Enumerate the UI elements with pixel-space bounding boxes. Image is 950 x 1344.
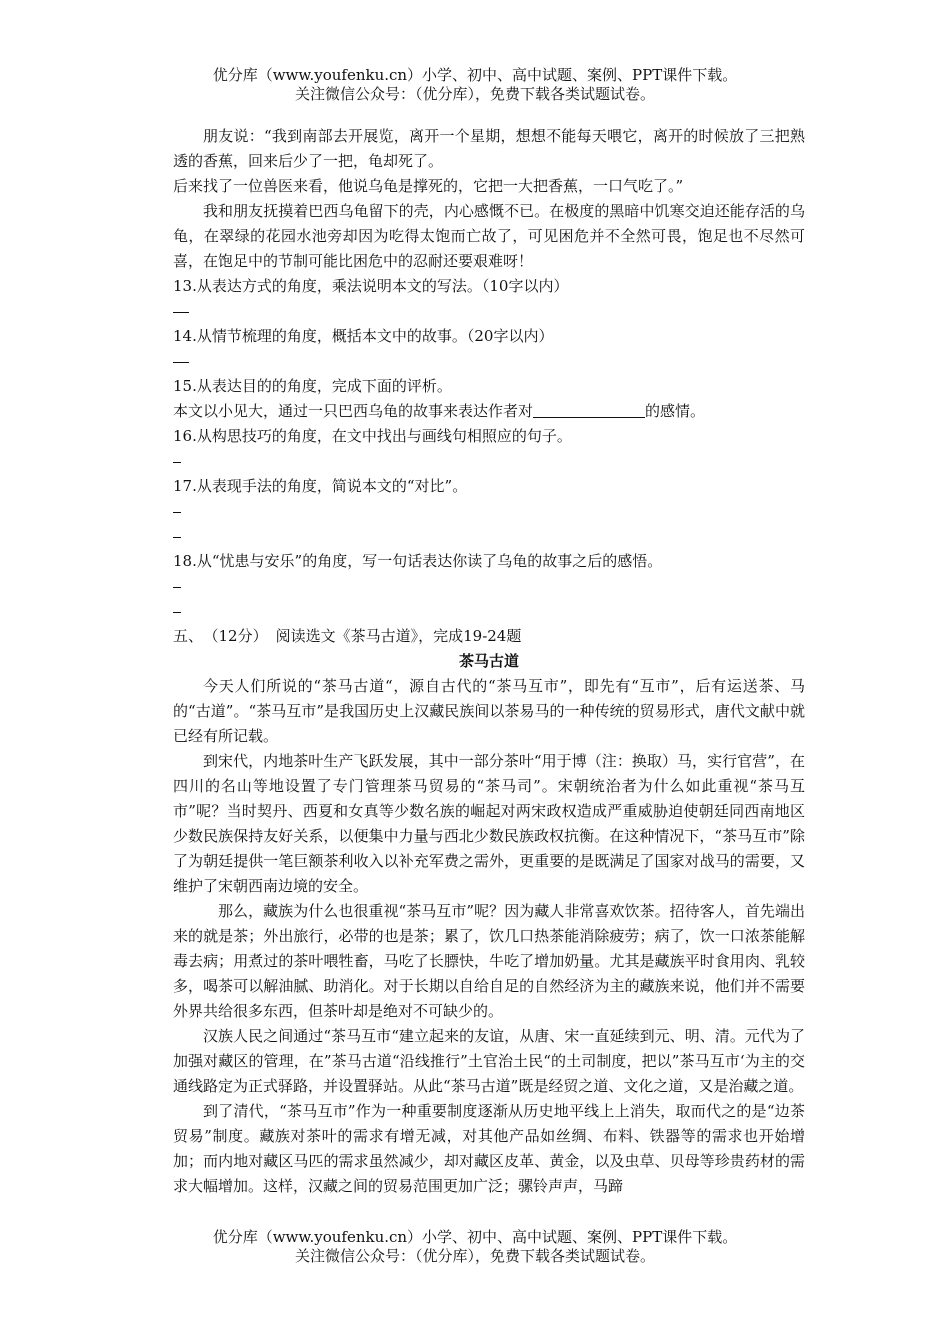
answer-line-18b: [173, 599, 805, 624]
answer-line-14: [173, 349, 805, 374]
answer-line-18a: [173, 574, 805, 599]
article-paragraph-1: 今天人们所说的“茶马古道“，源自古代的“茶马互市”，即先有“互市”，后有运送茶、马的“古道”。“茶马互市”是我国历史上汉藏民族间以茶易马的一种传统的贸易形式，唐代文献中就已经有所记载。: [173, 677, 805, 745]
answer-line-17a: [173, 499, 805, 524]
article-paragraph-4: 汉族人民之间通过“茶马互市“建立起来的友谊，从唐、宋一直延续到元、明、清。元代为了加强对藏区的管理，在”茶马古道“沿线推行”土官治土民“的土司制度，把以”茶马互市‘为主的交通线路定为正式驿路，并设置驿站。从此“茶马古道”既是经贸之道、文化之道，又是治藏之道。: [173, 1027, 805, 1095]
section-5-heading: [173, 624, 805, 649]
question-18: 18.从“忧患与安乐”的角度，写一句话表达你读了乌龟的故事之后的感悟。: [173, 552, 663, 570]
article-paragraph-2: 到宋代，内地茶叶生产飞跃发展，其中一部分茶叶“用于博（注：换取）马，实行官营”，在四川的名山等地设置了专门管理茶马贸易的“茶马司”。宋朝统治者为什么如此重视“茶马互市”呢？当时契丹、西夏和女真等少数名族的崛起对两宋政权造成严重威胁迫使朝廷同西南地区少数民族保持友好关系，以便集中力量与西北少数民族政权抗衡。在这种情况下，“茶马互市”除了为朝廷提供一笔巨额茶利收入以补充军费之需外，更重要的是既满足了国家对战马的需要，又维护了宋朝西南边境的安全。: [173, 752, 805, 895]
fill-blank-15: [533, 401, 645, 418]
question-14: 14.从情节梳理的角度，概括本文中的故事。（20字以内）: [173, 327, 554, 345]
question-16: 16.从构思技巧的角度，在文中找出与画线句相照应的句子。: [173, 427, 572, 445]
page-footer: [0, 1228, 950, 1266]
passage-paragraph-2: 后来找了一位兽医来看，他说乌龟是撑死的，它把一大把香蕉，一口气吃了。”: [173, 177, 684, 195]
passage-paragraph-3: 我和朋友抚摸着巴西乌龟留下的壳，内心感慨不已。在极度的黑暗中饥寒交迫还能存活的乌龟，在翠绿的花园水池旁却因为吃得太饱而亡故了，可见困危并不全然可畏，饱足也不尽然可喜，在饱足中的节制可能比困危中的忍耐还要艰难呀！: [173, 202, 805, 270]
document-body: [173, 124, 805, 1199]
header-line-1: 优分库（www.youfenku.cn）小学、初中、高中试题、案例、PPT课件下载。: [212, 66, 738, 84]
page-header: [0, 66, 950, 104]
article-paragraph-3: 那么，藏族为什么也很重视“茶马互市”呢？因为藏人非常喜欢饮茶。招待客人，首先端出来的就是茶；外出旅行，必带的也是茶；累了，饮几口热茶能消除疲劳；病了，饮一口浓茶能解毒去病；用煮过的茶叶喂牲畜，马吃了长膘快，牛吃了增加奶量。尤其是藏族平时食用肉、乳较多，喝茶可以解油腻、助消化。对于长期以自给自足的自然经济为主的藏族来说，他们并不需要外界共给很多东西，但茶叶却是绝对不可缺少的。: [173, 902, 805, 1020]
footer-line-2: 关注微信公众号：（优分库），免费下载各类试题试卷。: [294, 1247, 655, 1265]
article-title: 茶马古道: [458, 652, 519, 670]
answer-line-17b: [173, 524, 805, 549]
answer-line-13: [173, 299, 805, 324]
section-5-number: 五、: [173, 627, 204, 645]
passage-paragraph-1: 朋友说：“我到南部去开展览，离开一个星期，想想不能每天喂它，离开的时候放了三把熟透的香蕉，回来后少了一把，龟却死了。: [173, 127, 805, 170]
q15-prefix: 本文以小见大，通过一只巴西乌龟的故事来表达作者对: [173, 402, 534, 420]
footer-line-1: 优分库（www.youfenku.cn）小学、初中、高中试题、案例、PPT课件下载。: [212, 1228, 738, 1246]
section-5-instruction: 阅读选文《茶马古道》，完成19-24题: [275, 627, 522, 645]
section-5-score: （12分）: [211, 627, 268, 645]
header-line-2: 关注微信公众号：（优分库），免费下载各类试题试卷。: [294, 85, 655, 103]
question-17: 17.从表现手法的角度，简说本文的“对比”。: [173, 477, 468, 495]
article-paragraph-5: 到了清代，“茶马互市”作为一种重要制度逐渐从历史地平线上上消失，取而代之的是“边茶贸易”制度。藏族对茶叶的需求有增无减，对其他产品如丝绸、布料、铁器等的需求也开始增加；而内地对藏区马匹的需求虽然减少，却对藏区皮革、黄金，以及虫草、贝母等珍贵药材的需求大幅增加。这样，汉藏之间的贸易范围更加广泛；骡铃声声，马蹄: [173, 1102, 805, 1195]
question-15: 15.从表达目的的角度，完成下面的评析。: [173, 377, 452, 395]
q15-suffix: 的感情。: [645, 402, 706, 420]
question-15-fill: [173, 399, 805, 424]
answer-line-16: [173, 449, 805, 474]
question-13: 13.从表达方式的角度，乘法说明本文的写法。（10字以内）: [173, 277, 569, 295]
